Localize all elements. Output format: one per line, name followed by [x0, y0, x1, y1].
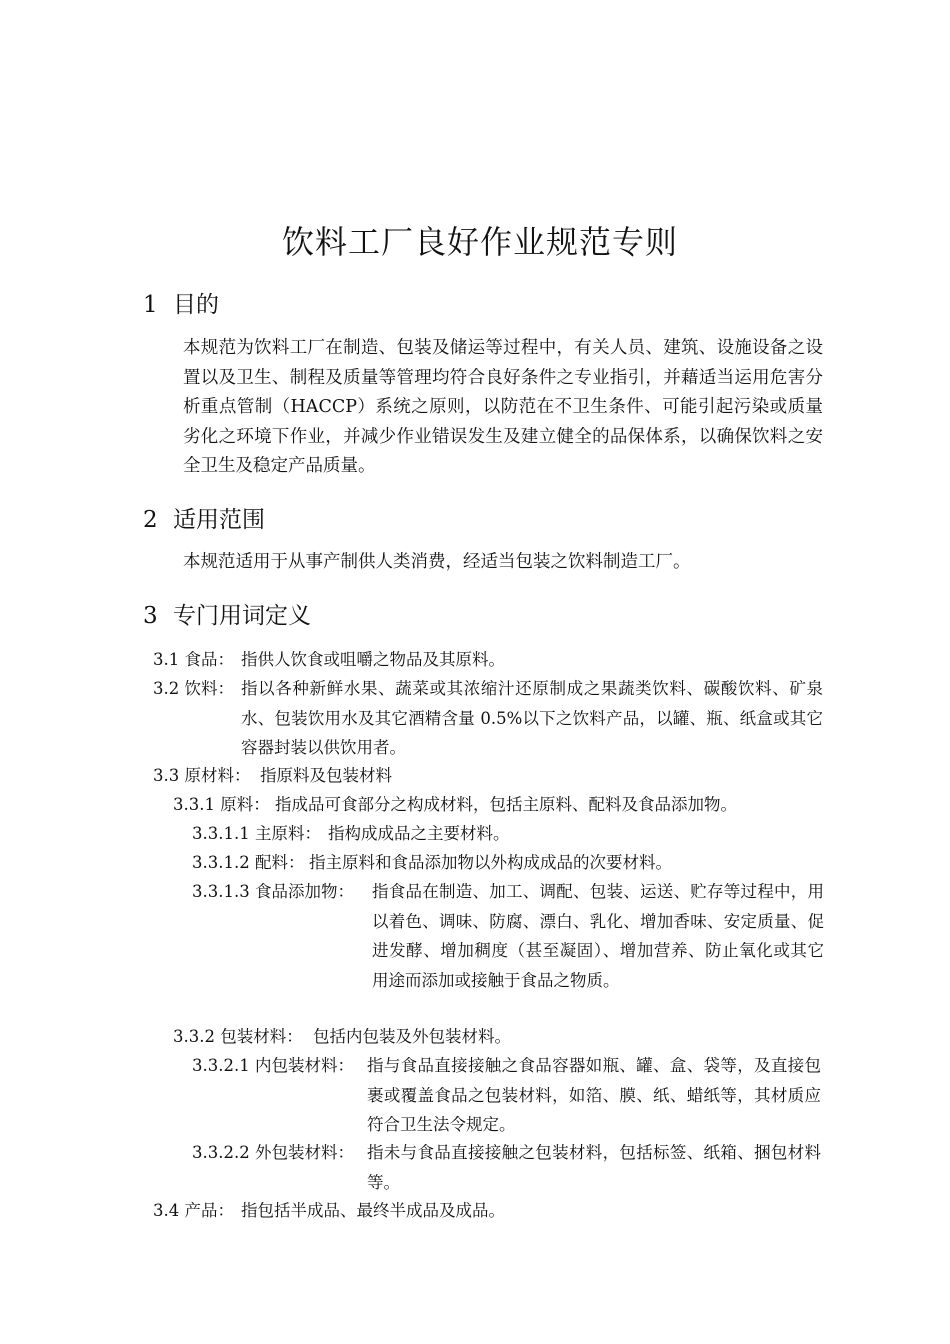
definition-label: 3.3.1.3 食品添加物： — [192, 882, 354, 901]
definition-packaging-materials — [173, 1022, 833, 1052]
purpose-paragraph: 本规范为饮料工厂在制造、包装及储运等过程中，有关人员、建筑、设施设备之设置以及卫生、制程及质量等管理均符合良好条件之专业指引，并藉适当运用危害分析重点管制（HACCP）系统之原则，以防范在不卫生条件、可能引起污染或质量劣化之环境下作业，并减少作业错误发生及建立健全的品保体系，以确保饮料之安全卫生及稳定产品质量。 — [183, 338, 823, 476]
definition-label: 3.1 食品： — [153, 650, 234, 669]
definition-food — [153, 645, 833, 675]
definition-text: 指构成成品之主要材料。 — [328, 824, 510, 843]
definition-text: 指成品可食部分之构成材料，包括主原料、配料及食品添加物。 — [275, 795, 737, 814]
definition-product — [153, 1196, 833, 1226]
definition-text: 包括内包装及外包装材料。 — [313, 1027, 511, 1046]
section-title: 专门用词定义 — [173, 603, 311, 629]
definition-label: 3.3.1.1 主原料： — [192, 824, 321, 843]
definition-text: 指包括半成品、最终半成品及成品。 — [241, 1201, 505, 1220]
section-heading-purpose — [143, 290, 219, 320]
section-title: 目的 — [173, 292, 219, 318]
definition-text: 指以各种新鲜水果、蔬菜或其浓缩汁还原制成之果蔬类饮料、碳酸饮料、矿泉水、包装饮用水及其它酒精含量 0.5%以下之饮料产品，以罐、瓶、纸盒或其它容器封装以供饮用者。 — [241, 679, 823, 757]
definition-label: 3.2 饮料： — [153, 679, 234, 698]
definition-label: 3.3.1.2 配料： — [192, 853, 305, 872]
definition-label: 3.3.1 原料： — [173, 795, 270, 814]
definition-text: 指与食品直接接触之食品容器如瓶、罐、盒、袋等，及直接包裹或覆盖食品之包装材料，如箔、膜、纸、蜡纸等，其材质应符合卫生法令规定。 — [367, 1056, 821, 1134]
definition-ingredients — [173, 790, 833, 820]
definition-label: 3.4 产品： — [153, 1201, 234, 1220]
definition-outer-packaging — [192, 1138, 832, 1198]
document-title: 饮料工厂良好作业规范专则 — [281, 223, 678, 261]
section-number: 1 — [143, 292, 158, 318]
definition-raw-materials — [153, 761, 833, 791]
definition-inner-packaging — [192, 1051, 832, 1141]
definition-label: 3.3.2 包装材料： — [173, 1027, 303, 1046]
definition-main-ingredient — [192, 819, 832, 849]
definition-text: 指食品在制造、加工、调配、包装、运送、贮存等过程中，用以着色、调味、防腐、漂白、乳化、增加香味、安定质量、促进发酵、增加稠度（甚至凝固）、增加营养、防止氧化或其它用途而添加或接触于食品之物质。 — [372, 882, 824, 990]
section-heading-definitions — [143, 601, 311, 631]
section-number: 2 — [143, 507, 158, 533]
scope-paragraph: 本规范适用于从事产制供人类消费，经适当包装之饮料制造工厂。 — [183, 552, 691, 572]
definition-text: 指未与食品直接接触之包装材料，包括标签、纸箱、捆包材料等。 — [367, 1143, 821, 1192]
definition-beverage — [153, 674, 833, 764]
section-title: 适用范围 — [173, 507, 265, 533]
definition-text: 指供人饮食或咀嚼之物品及其原料。 — [241, 650, 505, 669]
definition-auxiliary-ingredient — [192, 848, 832, 878]
definition-text: 指主原料和食品添加物以外构成成品的次要材料。 — [309, 853, 672, 872]
definition-label: 3.3 原材料： — [153, 766, 251, 785]
section-heading-scope — [143, 505, 265, 535]
definition-label: 3.3.2.1 内包装材料： — [192, 1056, 354, 1075]
definition-food-additive — [192, 877, 832, 1027]
definition-label: 3.3.2.2 外包装材料： — [192, 1143, 354, 1162]
definition-text: 指原料及包装材料 — [260, 766, 392, 785]
section-number: 3 — [143, 603, 158, 629]
